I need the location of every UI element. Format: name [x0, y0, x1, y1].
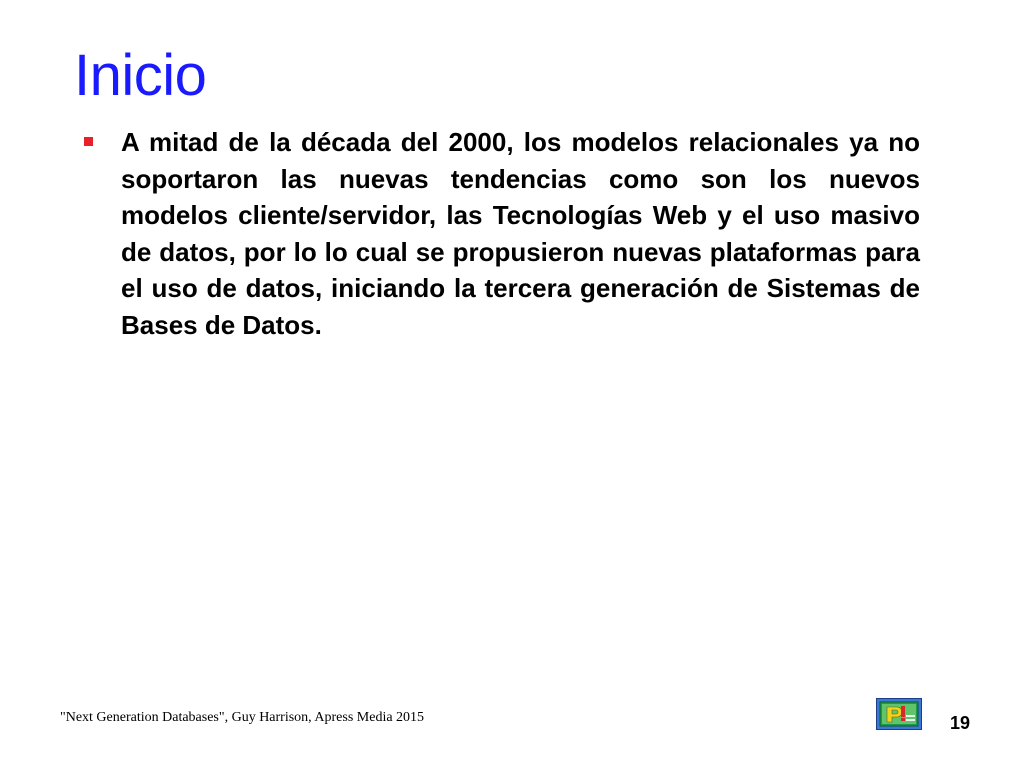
- bullet-item: [84, 124, 920, 343]
- slide-title: Inicio: [74, 43, 207, 108]
- bullet-text: A mitad de la década del 2000, los modelos relacionales ya no soportaron las nuevas tendencias como son los nuevos modelos cliente/servidor, las Tecnologías Web y el uso masivo de datos, por lo lo cual se propusieron nuevas plataformas para el uso de datos, iniciando la tercera generación de Sistemas de Bases de Datos.: [121, 127, 920, 340]
- page-number: 19: [950, 713, 971, 733]
- footer-citation: "Next Generation Databases", Guy Harrison, Apress Media 2015: [60, 710, 425, 725]
- square-bullet-icon: [84, 137, 93, 146]
- bullet-list: [84, 124, 920, 343]
- presentation-logo-icon: [876, 698, 922, 730]
